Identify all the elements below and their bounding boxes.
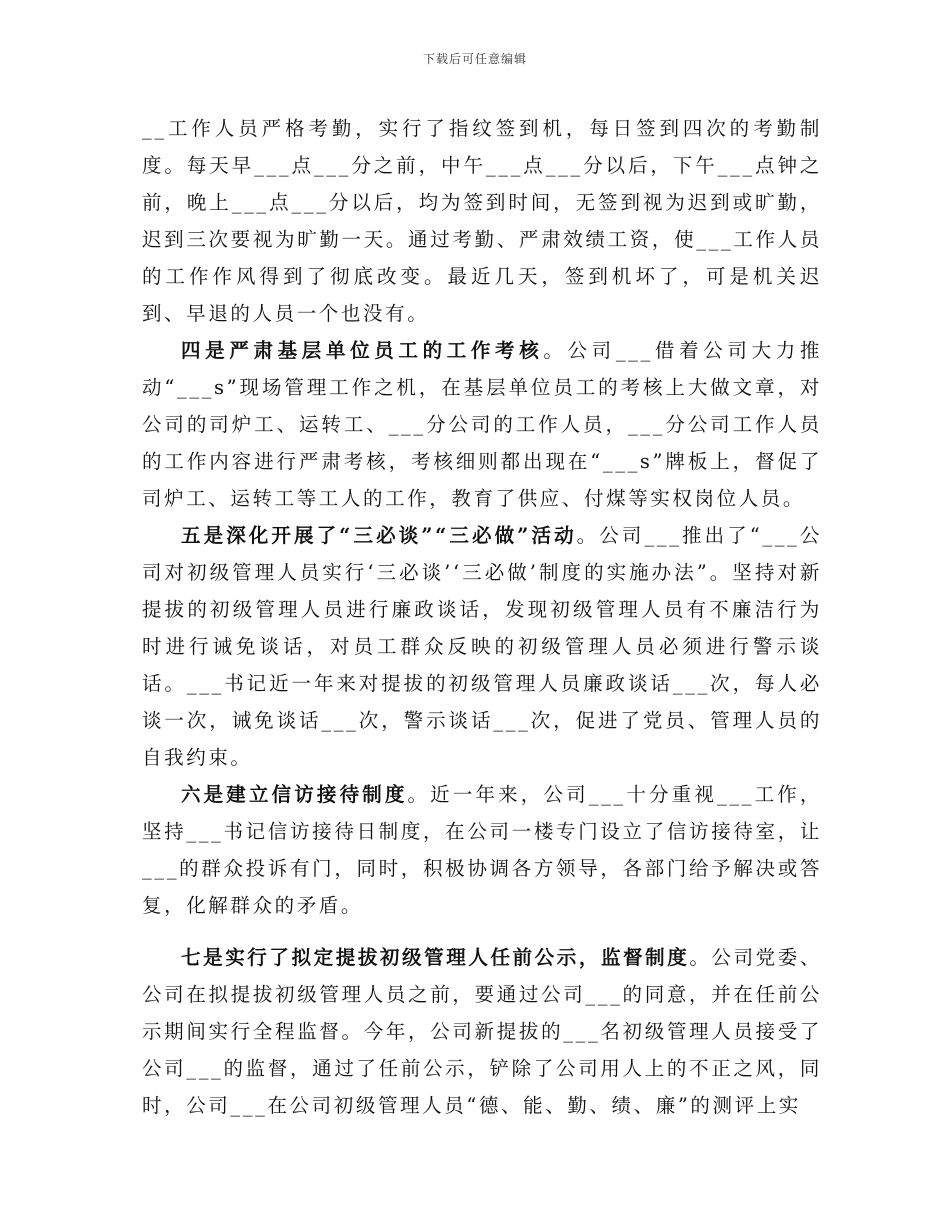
paragraph-item-4 xyxy=(142,332,822,517)
paragraph-item-5 xyxy=(142,517,822,776)
paragraph-body: 。近一年来，公司___十分重视___工作，坚持___书记信访接待日制度，在公司一楼专门设立了信访接待室，让___的群众投诉有门，同时，积极协调各方领导，各部门给予解决或答复，化解群众的矛盾。 xyxy=(142,783,822,917)
paragraph-item-7 xyxy=(142,939,822,1124)
paragraph-heading: 五是深化开展了“三必谈”“三必做”活动 xyxy=(181,524,577,547)
page-header: 下载后可任意编辑 xyxy=(422,52,527,66)
paragraph-body: 。公司___借着公司大力推动“___s”现场管理工作之机，在基层单位员工的考核上大做文章，对公司的司炉工、运转工、___分公司的工作人员，___分公司工作人员的工作内容进行严肃考核，考核细则都出现在“___s”牌板上，督促了司炉工、运转工等工人的工作，教育了供应、付煤等实权岗位人员。 xyxy=(142,339,822,510)
paragraph-attendance xyxy=(142,110,822,332)
paragraph-body: 。公司___推出了“___公司对初级管理人员实行‘三必谈’‘三必做’制度的实施办法”。坚持对新提拔的初级管理人员进行廉政谈话，发现初级管理人员有不廉洁行为时进行诫免谈话，对员工群众反映的初级管理人员必须进行警示谈话。___书记近一年来对提拔的初级管理人员廉政谈话___次，每人必谈一次，诫免谈话___次，警示谈话___次，促进了党员、管理人员的自我约束。 xyxy=(142,524,822,769)
paragraph-item-6 xyxy=(142,776,822,924)
paragraph-heading: 四是严肃基层单位员工的工作考核 xyxy=(181,339,544,362)
document-body xyxy=(142,110,822,1124)
paragraph-heading: 七是实行了拟定提拔初级管理人任前公示，监督制度 xyxy=(181,946,690,969)
paragraph-body: __工作人员严格考勤，实行了指纹签到机，每日签到四次的考勤制度。每天早___点___分之前，中午___点___分以后，下午___点钟之前，晚上___点___分以后，均为签到时间，无签到视为迟到或旷勤，迟到三次要视为旷勤一天。通过考勤、严肃效绩工资，使___工作人员的工作作风得到了彻底改变。最近几天，签到机坏了，可是机关迟到、早退的人员一个也没有。 xyxy=(142,117,822,325)
paragraph-heading: 六是建立信访接待制度 xyxy=(181,783,408,806)
paragraph-body: 。公司党委、公司在拟提拔初级管理人员之前，要通过公司___的同意，并在任前公示期间实行全程监督。今年，公司新提拔的___名初级管理人员接受了公司___的监督，通过了任前公示，铲除了公司用人上的不正之风，同时，公司___在公司初级管理人员“德、能、勤、绩、廉”的测评上实 xyxy=(142,946,822,1117)
